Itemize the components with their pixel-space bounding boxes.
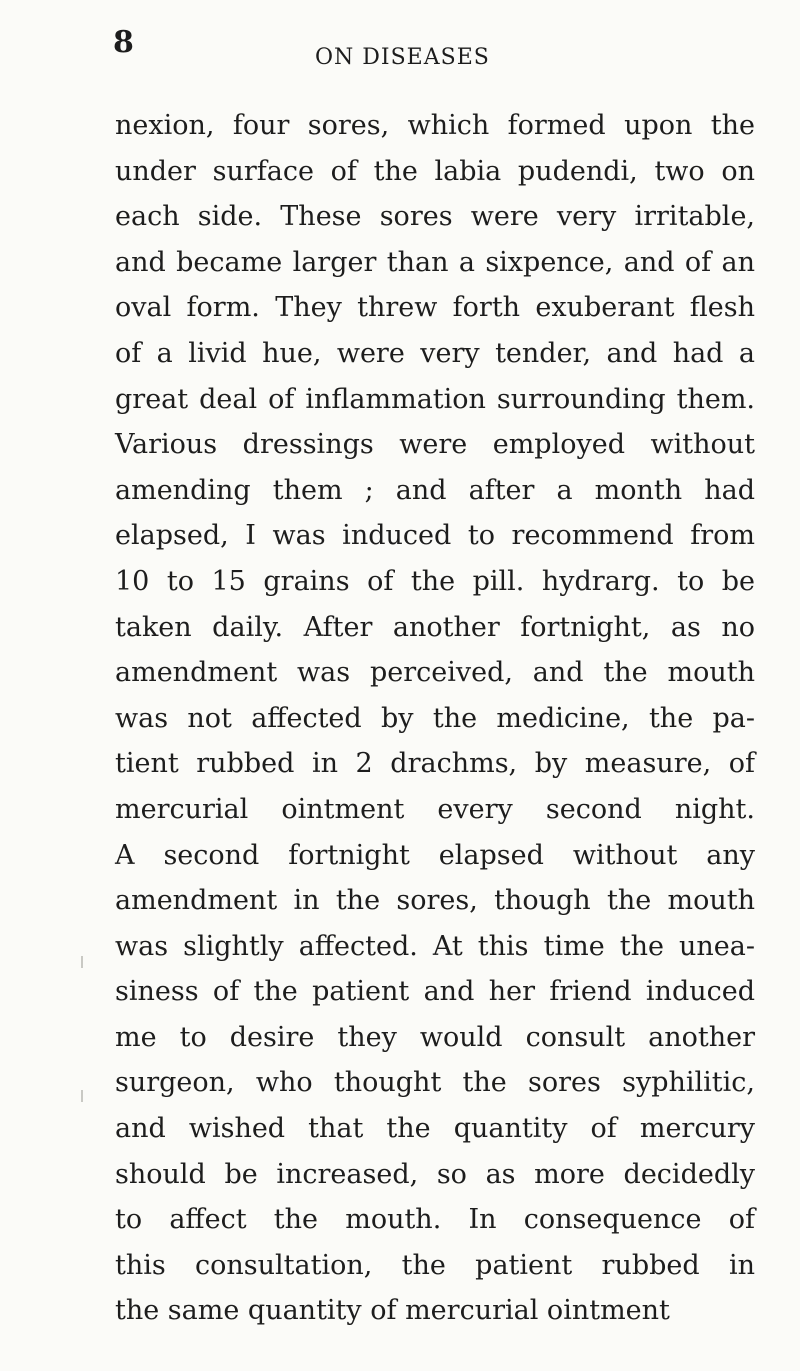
text-line: tient rubbed in 2 drachms, by measure, of	[115, 748, 755, 780]
text-line: and wished that the quantity of mercury	[115, 1113, 755, 1145]
text-line: was slightly affected. At this time the unea-	[115, 930, 755, 962]
margin-mark	[81, 1090, 83, 1102]
text-line: Various dressings were employed without	[115, 429, 755, 461]
text-line: amending them ; and after a month had	[115, 474, 755, 506]
text-line: and became larger than a sixpence, and of an	[115, 246, 755, 278]
text-line: great deal of inflammation surrounding them.	[115, 383, 755, 415]
page-number: 8	[113, 25, 134, 60]
text-line: this consultation, the patient rubbed in	[115, 1249, 755, 1281]
text-line: to affect the mouth. In consequence of	[115, 1204, 755, 1236]
text-line: surgeon, who thought the sores syphilitic,	[115, 1067, 755, 1099]
text-line: under surface of the labia pudendi, two on	[115, 155, 755, 187]
text-line: nexion, four sores, which formed upon the	[115, 110, 755, 141]
text-line: should be increased, so as more decidedly	[115, 1158, 755, 1190]
text-line: A second fortnight elapsed without any	[115, 839, 755, 871]
margin-mark	[81, 956, 83, 968]
text-line: siness of the patient and her friend induced	[115, 976, 755, 1008]
text-line: me to desire they would consult another	[115, 1021, 755, 1053]
text-line: taken daily. After another fortnight, as no	[115, 611, 755, 643]
text-line: elapsed, I was induced to recommend from	[115, 520, 755, 552]
text-line: amendment in the sores, though the mouth	[115, 885, 755, 917]
body-text	[115, 103, 755, 1334]
text-line: each side. These sores were very irritable,	[115, 201, 755, 233]
text-line: 10 to 15 grains of the pill. hydrarg. to be	[115, 565, 755, 597]
text-line: oval form. They threw forth exuberant flesh	[115, 292, 755, 324]
text-line: the same quantity of mercurial ointment	[115, 1295, 670, 1327]
text-line: amendment was perceived, and the mouth	[115, 657, 755, 689]
text-line: mercurial ointment every second night.	[115, 793, 755, 825]
running-head: ON DISEASES	[315, 45, 490, 70]
text-line: of a livid hue, were very tender, and had a	[115, 337, 755, 369]
text-line: was not affected by the medicine, the pa-	[115, 702, 755, 734]
